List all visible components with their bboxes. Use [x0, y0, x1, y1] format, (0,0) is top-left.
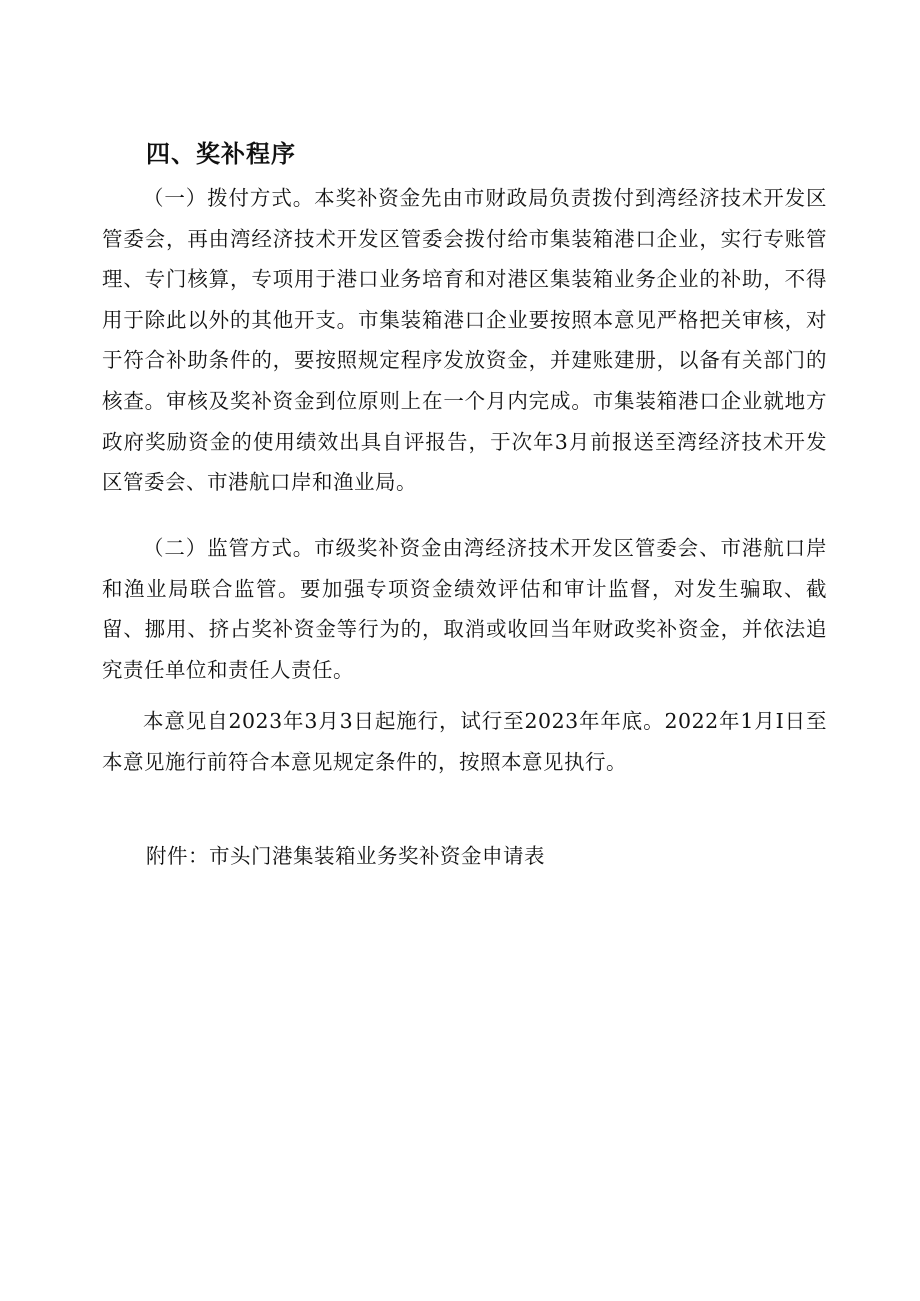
attachment-line: 附件：市头门港集装箱业务奖补资金申请表: [146, 844, 545, 868]
paragraph-effective-date: 本意见自2023年3月3日起施行，试行至2023年年底。2022年1月I日至本意见施行前符合本意见规定条件的，按照本意见执行。: [102, 709, 827, 774]
paragraph-supervision-method: （二）监管方式。市级奖补资金由湾经济技术开发区管委会、市港航口岸和渔业局联合监管。要加强专项资金绩效评估和审计监督，对发生骗取、截留、挪用、挤占奖补资金等行为的，取消或收回当年财政奖补资金，并依法追究责任单位和责任人责任。: [102, 536, 827, 682]
section-heading: 四、奖补程序: [146, 140, 296, 168]
paragraph-disbursement-method: （一）拨付方式。本奖补资金先由市财政局负责拨付到湾经济技术开发区管委会，再由湾经济技术开发区管委会拨付给市集装箱港口企业，实行专账管理、专门核算，专项用于港口业务培育和对港区集装箱业务企业的补助，不得用于除此以外的其他开支。市集装箱港口企业要按照本意见严格把关审核，对于符合补助条件的，要按照规定程序发放资金，并建账建册，以备有关部门的核查。审核及奖补资金到位原则上在一个月内完成。市集装箱港口企业就地方政府奖励资金的使用绩效出具自评报告，于次年3月前报送至湾经济技术开发区管委会、市港航口岸和渔业局。: [102, 186, 827, 495]
